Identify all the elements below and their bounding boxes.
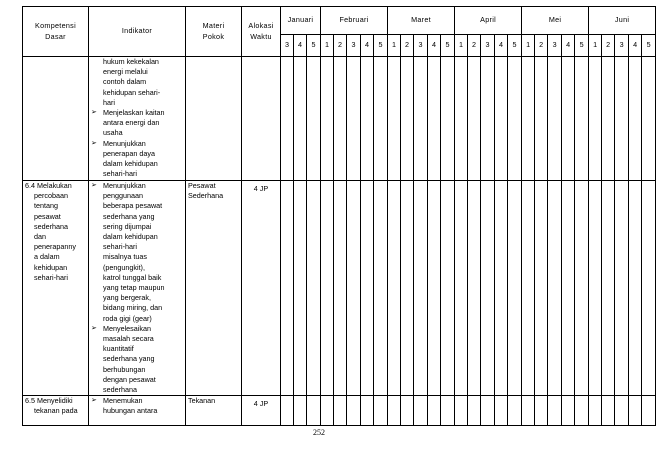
arrow-bullet-icon: ➢ [91, 397, 97, 405]
indicator-text: Menjelaskan kaitan [103, 108, 165, 118]
schedule-cell [334, 181, 347, 396]
header-kd-line1: Kompetensi [35, 21, 76, 31]
indikator-cell [89, 396, 186, 426]
indicator-text: yang tetap maupun [103, 283, 165, 293]
schedule-cell [361, 396, 374, 426]
schedule-cell [495, 57, 508, 181]
indicator-text: (pengungkit), [103, 262, 145, 272]
schedule-cell [347, 57, 361, 181]
week-number: 1 [589, 35, 602, 57]
schedule-cell [281, 57, 294, 181]
kd-text: percobaan [34, 191, 68, 201]
header-kd-line2: Dasar [45, 31, 66, 41]
kd-text: penerapanny [34, 242, 76, 252]
indicator-text: contoh dalam [103, 77, 147, 87]
schedule-cell [508, 57, 522, 181]
schedule-cell [388, 181, 401, 396]
alokasi-text: 4 JP [253, 184, 269, 193]
schedule-cell [535, 57, 548, 181]
week-number: 2 [468, 35, 481, 57]
arrow-bullet-icon: ➢ [91, 324, 97, 332]
indicator-text: sehari-hari [103, 169, 137, 179]
schedule-cell [307, 181, 321, 396]
schedule-cell [468, 396, 481, 426]
schedule-cell [615, 181, 629, 396]
schedule-cell [495, 181, 508, 396]
schedule-cell [508, 396, 522, 426]
schedule-cell [321, 57, 334, 181]
schedule-cell [401, 57, 414, 181]
schedule-cell [481, 396, 495, 426]
schedule-cell [321, 181, 334, 396]
kd-text: sederhana [34, 221, 68, 231]
schedule-cell [361, 57, 374, 181]
indicator-item [91, 396, 183, 416]
alokasi-waktu-cell [242, 57, 281, 181]
week-number: 3 [548, 35, 562, 57]
schedule-cell [294, 57, 307, 181]
indicator-text: sederhana [103, 385, 137, 395]
schedule-cell [602, 181, 615, 396]
kd-text: dan [34, 232, 46, 242]
header-month: Mei [522, 7, 589, 35]
indicator-text: Menunjukkan [103, 138, 146, 148]
schedule-cell [548, 181, 562, 396]
schedule-cell [535, 181, 548, 396]
schedule-cell [642, 396, 656, 426]
indicator-text: penggunaan [103, 191, 143, 201]
schedule-cell [615, 396, 629, 426]
schedule-cell [374, 396, 388, 426]
schedule-cell [468, 57, 481, 181]
week-number: 4 [361, 35, 374, 57]
kompetensi-dasar-cell [23, 57, 89, 181]
week-number: 5 [575, 35, 589, 57]
materi-pokok-cell [186, 57, 242, 181]
indicator-text: Menemukan [103, 396, 143, 406]
week-number: 3 [281, 35, 294, 57]
week-number: 5 [642, 35, 656, 57]
schedule-cell [548, 57, 562, 181]
kompetensi-dasar-cell [23, 396, 89, 426]
schedule-cell [562, 396, 575, 426]
page-number: 252 [313, 428, 325, 437]
schedule-cell [602, 396, 615, 426]
indicator-text: sederhana yang [103, 354, 155, 364]
week-number: 1 [388, 35, 401, 57]
materi-pokok-cell [186, 396, 242, 426]
indikator-cell [89, 57, 186, 181]
schedule-cell [642, 57, 656, 181]
indicator-text: hari [103, 97, 115, 107]
indicator-text: sederhana yang [103, 211, 155, 221]
indicator-text: yang bergerak, [103, 293, 151, 303]
header-materi-line2: Pokok [202, 31, 225, 41]
week-number: 2 [401, 35, 414, 57]
week-number: 4 [629, 35, 642, 57]
week-number: 5 [307, 35, 321, 57]
indicator-text: dengan pesawat [103, 374, 156, 384]
table-row [23, 181, 656, 396]
schedule-cell [428, 57, 441, 181]
schedule-cell [481, 57, 495, 181]
week-number: 1 [321, 35, 334, 57]
kd-text: a dalam [34, 252, 60, 262]
schedule-cell [334, 57, 347, 181]
week-number: 1 [455, 35, 468, 57]
indicator-text: masalah secara [103, 334, 154, 344]
arrow-bullet-icon: ➢ [91, 109, 97, 117]
header-kompetensi-dasar [23, 7, 89, 57]
schedule-cell [428, 181, 441, 396]
schedule-cell [548, 396, 562, 426]
schedule-cell [347, 181, 361, 396]
schedule-cell [629, 57, 642, 181]
indicator-item [91, 108, 183, 139]
kd-text: tekanan pada [34, 406, 78, 416]
week-number: 3 [615, 35, 629, 57]
kd-text: kehidupan [34, 262, 68, 272]
header-month: Januari [281, 7, 321, 35]
header-month: April [455, 7, 522, 35]
schedule-cell [307, 396, 321, 426]
week-number: 1 [522, 35, 535, 57]
alokasi-waktu-cell [242, 396, 281, 426]
schedule-cell [522, 181, 535, 396]
indicator-text: sehari-hari [103, 242, 137, 252]
week-number: 5 [508, 35, 522, 57]
schedule-cell [374, 57, 388, 181]
indikator-cell [89, 181, 186, 396]
kompetensi-dasar-cell [23, 181, 89, 396]
kd-text: sehari-hari [34, 272, 68, 282]
indicator-text: antara energi dan [103, 118, 160, 128]
header-month: Februari [321, 7, 388, 35]
schedule-cell [294, 396, 307, 426]
indicator-text: Menyelesaikan [103, 323, 151, 333]
week-number: 5 [441, 35, 455, 57]
schedule-cell [307, 57, 321, 181]
indicator-text: dalam kehidupan [103, 159, 158, 169]
schedule-cell [414, 57, 428, 181]
week-number: 4 [495, 35, 508, 57]
schedule-cell [401, 181, 414, 396]
schedule-cell [508, 181, 522, 396]
header-month: Juni [589, 7, 656, 35]
schedule-cell [522, 396, 535, 426]
header-alokasi-line1: Alokasi [248, 21, 274, 31]
arrow-bullet-icon: ➢ [91, 139, 97, 147]
table-row [23, 396, 656, 426]
kd-text: 6.5 Menyelidiki [25, 396, 73, 406]
schedule-cell [629, 181, 642, 396]
schedule-cell [441, 181, 455, 396]
schedule-cell [321, 396, 334, 426]
alokasi-text: 4 JP [253, 399, 269, 409]
schedule-cell [281, 396, 294, 426]
kd-text: pesawat [34, 211, 61, 221]
schedule-cell [562, 57, 575, 181]
indicator-text: beberapa pesawat [103, 201, 163, 211]
schedule-cell [589, 57, 602, 181]
schedule-cell [428, 396, 441, 426]
indicator-text: Menunjukkan [103, 181, 146, 190]
materi-text: Tekanan [188, 396, 216, 406]
schedule-cell [455, 396, 468, 426]
schedule-cell [575, 396, 589, 426]
week-number: 5 [374, 35, 388, 57]
schedule-cell [414, 396, 428, 426]
header-alokasi-waktu [242, 7, 281, 57]
indicator-text: misalnya tuas [103, 252, 147, 262]
schedule-cell [642, 181, 656, 396]
week-number: 4 [428, 35, 441, 57]
header-alokasi-line2: Waktu [250, 31, 272, 41]
materi-text: Sederhana [188, 191, 224, 201]
schedule-cell [522, 57, 535, 181]
indicator-text: usaha [103, 128, 123, 138]
schedule-cell [401, 396, 414, 426]
schedule-cell [535, 396, 548, 426]
schedule-cell [441, 396, 455, 426]
week-number: 2 [334, 35, 347, 57]
week-number: 3 [347, 35, 361, 57]
schedule-cell [589, 396, 602, 426]
schedule-cell [602, 57, 615, 181]
indicator-text: energi melalui [103, 67, 148, 77]
schedule-cell [562, 181, 575, 396]
schedule-cell [294, 181, 307, 396]
schedule-cell [455, 181, 468, 396]
header-indikator: Indikator [89, 7, 186, 57]
week-number: 2 [535, 35, 548, 57]
week-number: 4 [562, 35, 575, 57]
kd-text: tentang [34, 201, 58, 211]
week-number: 3 [481, 35, 495, 57]
schedule-cell [629, 396, 642, 426]
syllabus-table [22, 6, 656, 426]
indicator-item [91, 181, 183, 324]
indicator-text: berhubungan [103, 364, 146, 374]
schedule-cell [347, 396, 361, 426]
indicator-item [91, 57, 183, 108]
table-row [23, 57, 656, 181]
indicator-item [91, 139, 183, 180]
indicator-text: katrol tunggal baik [103, 272, 162, 282]
week-number: 2 [602, 35, 615, 57]
kd-text: 6.4 Melakukan [25, 181, 72, 190]
indicator-text: hukum kekekalan [103, 57, 159, 66]
schedule-cell [589, 181, 602, 396]
indicator-text: bidang miring, dan [103, 303, 163, 313]
materi-text: Pesawat [188, 181, 216, 190]
indicator-text: hubungan antara [103, 406, 158, 416]
schedule-cell [334, 396, 347, 426]
schedule-cell [455, 57, 468, 181]
schedule-cell [468, 181, 481, 396]
indicator-text: sering dijumpai [103, 221, 152, 231]
schedule-cell [575, 57, 589, 181]
week-number: 4 [294, 35, 307, 57]
schedule-cell [575, 181, 589, 396]
schedule-cell [414, 181, 428, 396]
header-materi-line1: Materi [202, 21, 225, 31]
schedule-cell [388, 57, 401, 181]
schedule-cell [388, 396, 401, 426]
indicator-text: kehidupan sehari- [103, 87, 161, 97]
header-materi-pokok [186, 7, 242, 57]
header-month: Maret [388, 7, 455, 35]
indicator-item [91, 324, 183, 395]
schedule-cell [615, 57, 629, 181]
schedule-cell [281, 181, 294, 396]
indicator-text: dalam kehidupan [103, 232, 158, 242]
indicator-text: penerapan daya [103, 148, 155, 158]
schedule-cell [441, 57, 455, 181]
schedule-cell [374, 181, 388, 396]
indicator-text: kuantitatif [103, 344, 134, 354]
week-number: 3 [414, 35, 428, 57]
indicator-text: roda gigi (gear) [103, 313, 152, 323]
schedule-cell [495, 396, 508, 426]
materi-pokok-cell [186, 181, 242, 396]
schedule-cell [361, 181, 374, 396]
arrow-bullet-icon: ➢ [91, 182, 97, 189]
alokasi-waktu-cell [242, 181, 281, 396]
schedule-cell [481, 181, 495, 396]
